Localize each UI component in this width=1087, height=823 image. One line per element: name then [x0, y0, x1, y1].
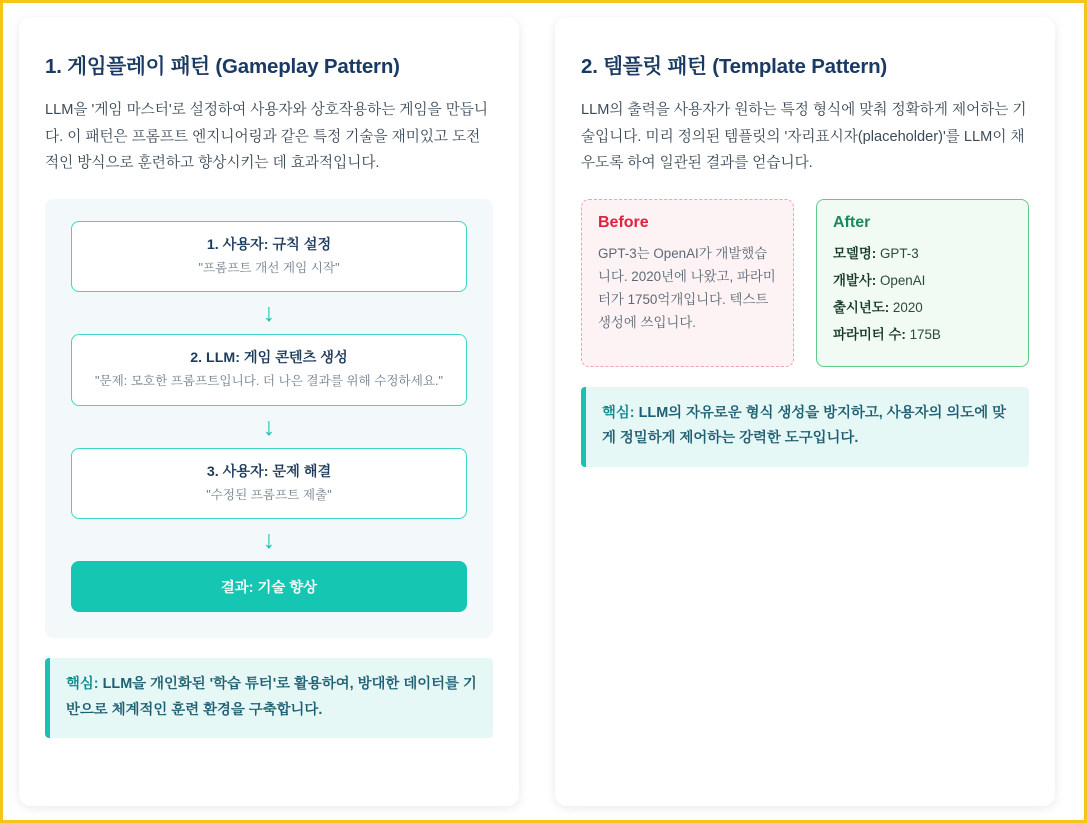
- page-title-right: 2. 템플릿 패턴 (Template Pattern): [581, 55, 888, 78]
- flow-node-2-subtitle: "문제: 모호한 프롬프트입니다. 더 나은 결과를 위해 수정하세요.": [94, 374, 444, 389]
- after-line-params: [833, 323, 1012, 346]
- flow-node-2: [71, 334, 467, 406]
- after-heading: After: [833, 213, 871, 231]
- after-line-year-label: 출시년도:: [833, 299, 890, 315]
- after-line-developer-label: 개발사:: [833, 272, 877, 288]
- description-left: LLM을 '게임 마스터'로 설정하여 사용자와 상호작용하는 게임을 만듭니다. 이 패턴은 프롬프트 엔지니어링과 같은 특정 기술을 재미있고 도전적인 방식으로 훈련하고 향상시키는 데 효과적입니다.: [45, 102, 488, 172]
- flow-node-2-title: 2. LLM: 게임 콘텐츠 생성: [190, 350, 348, 367]
- flow-node-3-title: 3. 사용자: 문제 해결: [206, 463, 332, 480]
- flow-node-1-title: 1. 사용자: 규칙 설정: [206, 236, 332, 253]
- flow-node-3: [71, 448, 467, 520]
- arrow-down-icon-3: ↓: [262, 526, 276, 555]
- after-line-model: [833, 242, 1012, 265]
- after-line-params-value: 175B: [905, 326, 941, 342]
- key-callout-left-text: LLM을 개인화된 '학습 튜터'로 활용하여, 방대한 데이터를 기반으로 체계적인 훈련 환경을 구축합니다.: [66, 676, 477, 718]
- page-title-left: 1. 게임플레이 패턴 (Gameplay Pattern): [45, 55, 400, 78]
- after-line-developer-value: OpenAI: [876, 272, 926, 288]
- key-callout-right-text: LLM의 자유로운 형식 생성을 방지하고, 사용자의 의도에 맞게 정밀하게 제어하는 강력한 도구입니다.: [602, 404, 1006, 447]
- arrow-down-icon-2: ↓: [262, 412, 276, 441]
- after-body: [833, 242, 1012, 346]
- key-callout-right: [581, 387, 1029, 467]
- before-heading: Before: [598, 213, 649, 231]
- after-box: [816, 199, 1029, 367]
- key-callout-left: [45, 658, 493, 738]
- flow-node-1: [71, 221, 467, 293]
- before-body: GPT-3는 OpenAI가 개발했습니다. 2020년에 나왔고, 파라미터가 1750억개입니다. 텍스트 생성에 쓰입니다.: [598, 245, 776, 330]
- before-box: [581, 199, 794, 367]
- flow-result-node: 결과: 기술 향상: [71, 561, 467, 612]
- flow-diagram: [45, 199, 493, 639]
- flow-node-3-subtitle: "수정된 프롬프트 제출": [206, 487, 332, 502]
- description-right: LLM의 출력을 사용자가 원하는 특정 형식에 맞춰 정확하게 제어하는 기술입니다. 미리 정의된 템플릿의 '자리표시자(placeholder)'를 LLM이 채우도록 하여 일관된 결과를 얻습니다.: [581, 102, 1027, 172]
- after-line-year: [833, 296, 1012, 319]
- before-after-comparison: [581, 199, 1029, 367]
- after-line-params-label: 파라미터 수:: [833, 326, 906, 342]
- after-line-model-label: 모델명:: [833, 245, 877, 261]
- arrow-down-icon-1: ↓: [262, 299, 276, 328]
- key-callout-left-label: 핵심:: [66, 676, 99, 693]
- after-line-year-value: 2020: [889, 299, 923, 315]
- after-line-developer: [833, 269, 1012, 292]
- after-line-model-value: GPT-3: [876, 245, 919, 261]
- gameplay-pattern-card: [19, 17, 519, 806]
- two-column-layout: [3, 3, 1084, 820]
- template-pattern-card: [555, 17, 1055, 806]
- key-callout-right-label: 핵심:: [602, 404, 635, 421]
- flow-node-1-subtitle: "프롬프트 개선 게임 시작": [198, 260, 340, 275]
